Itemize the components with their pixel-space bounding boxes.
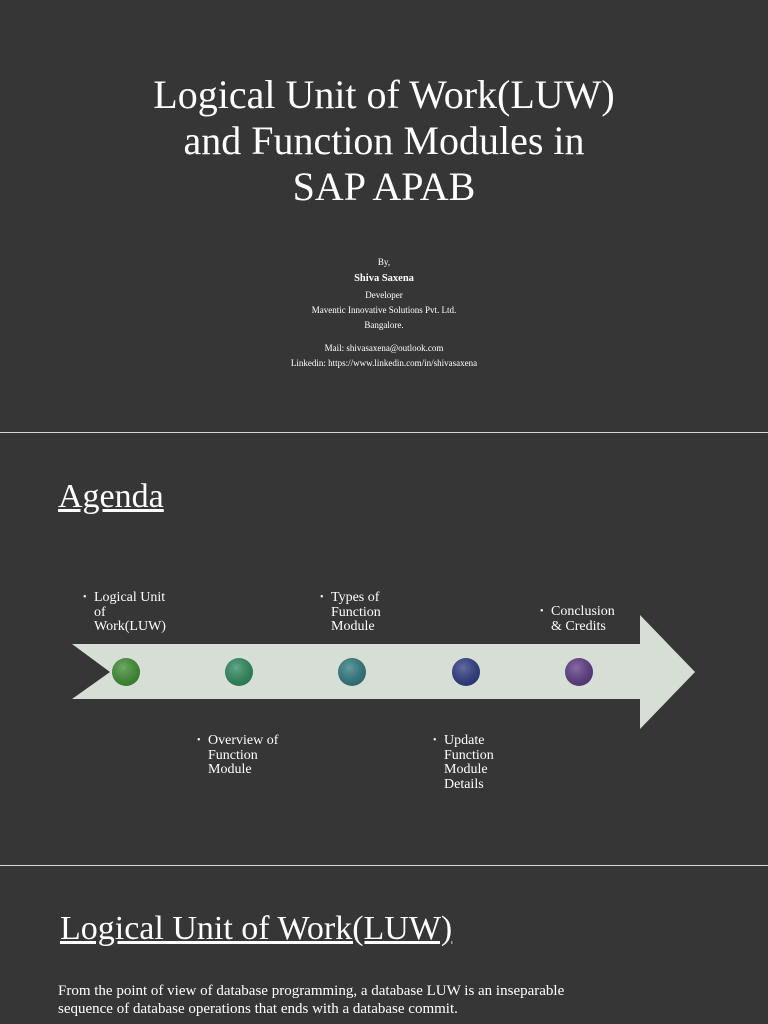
author-mail: Mail: shivasaxena@outlook.com xyxy=(324,343,444,353)
luw-description: From the point of view of database programming, a database LUW is an inseparable sequence of database operations that ends with a database commit. xyxy=(58,983,565,1017)
author-city: Bangalore. xyxy=(364,320,404,330)
agenda-item-5: • Conclusion & Credits xyxy=(540,604,615,634)
luw-slide xyxy=(0,866,768,1024)
author-block xyxy=(0,255,768,371)
by-label: By, xyxy=(377,257,391,267)
author-role: Developer xyxy=(365,290,403,300)
agenda-item-2: • Overview of Function Module xyxy=(197,733,279,777)
author-company: Maventic Innovative Solutions Pvt. Ltd. xyxy=(311,305,457,315)
agenda-arrow-graphic xyxy=(0,433,768,865)
luw-title: Logical Unit of Work(LUW) xyxy=(60,910,453,947)
agenda-item-4: • Update Function Module Details xyxy=(433,733,494,792)
agenda-item-3: • Types of Function Module xyxy=(320,590,381,634)
agenda-slide xyxy=(0,433,768,865)
title-line-1: Logical Unit of Work(LUW) xyxy=(153,72,615,117)
agenda-title: Agenda xyxy=(58,478,164,515)
author-name: Shiva Saxena xyxy=(354,273,414,284)
agenda-item-1: • Logical Unit of Work(LUW) xyxy=(83,590,166,634)
title-line-3: SAP APAB xyxy=(292,164,476,209)
presentation-title xyxy=(0,72,768,210)
title-slide xyxy=(0,0,768,432)
author-linkedin: Linkedin: https://www.linkedin.com/in/shivasaxena xyxy=(290,358,478,368)
title-line-2: and Function Modules in xyxy=(183,118,585,163)
